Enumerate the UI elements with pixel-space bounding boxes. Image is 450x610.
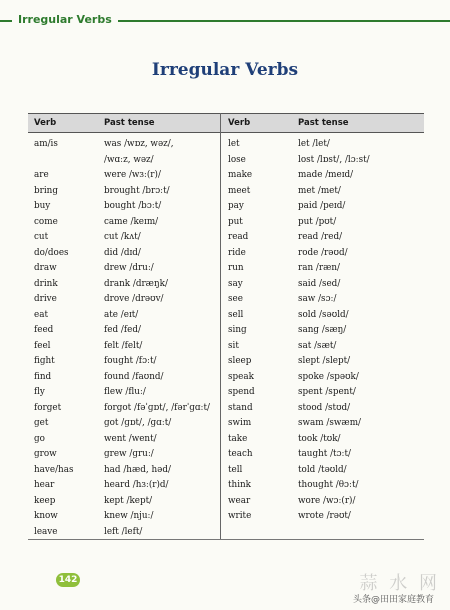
table-row [34, 215, 218, 231]
past-tense-cell: did /dɪd/ [104, 247, 141, 258]
verb-cell: make [228, 170, 253, 180]
left-column [34, 137, 218, 540]
table-row [34, 308, 218, 324]
past-tense-cell: knew /njuː/ [104, 511, 154, 521]
verb-cell: run [228, 263, 244, 273]
column-header-past-right: Past tense [298, 118, 349, 128]
verb-cell: teach [228, 449, 253, 459]
table-row [228, 432, 422, 448]
table-row [34, 432, 218, 448]
past-tense-cell: lost /lɒst/, /lɔːst/ [298, 154, 370, 165]
table-row [34, 385, 218, 401]
verb-cell: let [228, 139, 240, 149]
past-tense-cell: slept /slept/ [298, 356, 351, 366]
past-tense-cell: drank /dræŋk/ [104, 278, 168, 289]
verb-cell: feed [34, 325, 54, 335]
table-row [228, 230, 422, 246]
past-tense-cell: stood /stʊd/ [298, 402, 351, 413]
verb-cell: are [34, 170, 49, 180]
verb-cell: drink [34, 278, 58, 289]
verb-cell: grow [34, 449, 57, 459]
header-tag: Irregular Verbs [12, 11, 118, 28]
verb-cell: come [34, 216, 58, 227]
past-tense-cell: flew /fluː/ [104, 387, 146, 397]
right-column [228, 137, 422, 525]
table-row [34, 447, 218, 463]
past-tense-cell: spent /spent/ [298, 387, 356, 397]
table-row [228, 385, 422, 401]
verb-cell: tell [228, 464, 243, 475]
verb-cell: lose [228, 154, 246, 165]
past-tense-cell: paid /peɪd/ [298, 201, 346, 211]
table-row [34, 261, 218, 277]
past-tense-cell: fed /fed/ [104, 325, 141, 335]
page-title: Irregular Verbs [151, 60, 299, 80]
past-tense-cell: drew /druː/ [104, 263, 154, 273]
table-row [228, 494, 422, 510]
table-row [228, 447, 422, 463]
table-row [34, 339, 218, 355]
table-row [228, 463, 422, 479]
verb-cell: forget [34, 402, 62, 413]
table-row [228, 246, 422, 262]
table-row [228, 215, 422, 231]
past-tense-cell: had /hæd, həd/ [104, 464, 171, 475]
past-tense-cell: told /təʊld/ [298, 464, 347, 475]
verb-cell: put [228, 216, 243, 227]
table-row [34, 401, 218, 417]
past-tense-cell: kept /kept/ [104, 495, 153, 506]
verb-cell: bring [34, 185, 58, 196]
verb-cell: take [228, 433, 248, 444]
past-tense-cell: taught /tɔːt/ [298, 449, 351, 459]
past-tense-cell: wore /wɔː(r)/ [298, 495, 356, 506]
past-tense-cell: felt /felt/ [104, 340, 143, 351]
column-header-verb-right: Verb [228, 118, 251, 128]
verb-cell: read [228, 232, 249, 242]
verb-cell: keep [34, 495, 56, 506]
verb-cell: sell [228, 309, 244, 320]
past-tense-cell: swam /swæm/ [298, 418, 362, 428]
past-tense-cell: put /pʊt/ [298, 216, 337, 227]
table-row [228, 354, 422, 370]
past-tense-cell: heard /hɜː(r)d/ [104, 480, 169, 490]
table-row [228, 261, 422, 277]
table-row [34, 277, 218, 293]
verb-cell: eat [34, 309, 48, 320]
table-row [34, 292, 218, 308]
verb-cell: go [34, 433, 45, 444]
verb-cell: cut [34, 232, 49, 242]
verb-cell: swim [228, 418, 252, 428]
table-row [34, 230, 218, 246]
table-row [34, 525, 218, 541]
table-row [228, 137, 422, 153]
past-tense-cell: got /ɡɒt/, /ɡɑːt/ [104, 418, 172, 428]
past-tense-cell: took /tʊk/ [298, 433, 341, 444]
table-row [228, 292, 422, 308]
verb-cell: wear [228, 495, 251, 506]
verb-cell: spend [228, 387, 255, 397]
verb-cell: sleep [228, 356, 252, 366]
verb-cell: write [228, 511, 252, 521]
verb-cell: ride [228, 247, 246, 258]
past-tense-cell: let /let/ [298, 139, 330, 149]
verb-cell: fly [34, 387, 45, 397]
past-tense-cell: left /left/ [104, 526, 143, 537]
verb-cell: speak [228, 371, 254, 382]
column-divider [220, 113, 221, 539]
past-tense-cell: read /red/ [298, 232, 343, 242]
table-row [34, 199, 218, 215]
table-row [34, 509, 218, 525]
table-row [34, 137, 218, 153]
verb-cell: stand [228, 402, 253, 413]
table-row [228, 308, 422, 324]
table-row [228, 478, 422, 494]
past-tense-cell: found /faʊnd/ [104, 371, 164, 382]
verb-cell: meet [228, 185, 251, 196]
past-tense-cell: sold /səʊld/ [298, 309, 349, 320]
past-tense-cell: wrote /rəʊt/ [298, 511, 351, 521]
past-tense-cell: made /meɪd/ [298, 170, 354, 180]
verb-cell: have/has [34, 464, 74, 475]
table-row [34, 246, 218, 262]
past-tense-cell: came /keɪm/ [104, 216, 159, 227]
table-row [34, 153, 218, 169]
past-tense-cell: was /wɒz, wəz/, [104, 139, 174, 149]
watermark-logo: 蒜 水 网 [359, 573, 440, 594]
past-tense-cell: brought /brɔːt/ [104, 185, 170, 196]
table-row [228, 277, 422, 293]
verb-cell: sit [228, 340, 239, 351]
table-row [34, 416, 218, 432]
past-tense-cell: drove /drəʊv/ [104, 294, 164, 304]
past-tense-cell: ate /eɪt/ [104, 309, 139, 320]
table-row [228, 370, 422, 386]
verb-cell: get [34, 418, 49, 428]
table-row [228, 168, 422, 184]
past-tense-cell: /wɑːz, wəz/ [104, 154, 154, 165]
verb-cell: leave [34, 526, 58, 537]
past-tense-cell: grew /ɡruː/ [104, 449, 154, 459]
verb-cell: think [228, 480, 252, 490]
past-tense-cell: ran /ræn/ [298, 263, 340, 273]
table-row [34, 168, 218, 184]
verb-cell: pay [228, 201, 244, 211]
past-tense-cell: fought /fɔːt/ [104, 356, 157, 366]
verb-cell: buy [34, 201, 51, 211]
past-tense-cell: thought /θɔːt/ [298, 480, 359, 490]
table-row [228, 199, 422, 215]
past-tense-cell: said /sed/ [298, 278, 341, 289]
verb-cell: see [228, 294, 243, 304]
column-header-verb-left: Verb [34, 118, 57, 128]
irregular-verbs-table [28, 113, 424, 540]
verb-cell: say [228, 278, 243, 289]
table-row [228, 153, 422, 169]
past-tense-cell: spoke /spəʊk/ [298, 371, 359, 382]
table-row [228, 184, 422, 200]
table-row [228, 323, 422, 339]
table-row [34, 370, 218, 386]
verb-cell: find [34, 371, 52, 382]
past-tense-cell: went /went/ [104, 433, 157, 444]
past-tense-cell: sang /sæŋ/ [298, 325, 347, 335]
verb-cell: am/is [34, 139, 58, 149]
column-header-past-left: Past tense [104, 118, 155, 128]
past-tense-cell: bought /bɔːt/ [104, 201, 162, 211]
table-row [34, 478, 218, 494]
table-row [228, 339, 422, 355]
past-tense-cell: saw /sɔː/ [298, 294, 337, 304]
verb-cell: know [34, 511, 58, 521]
past-tense-cell: were /wɜː(r)/ [104, 170, 161, 180]
table-row [34, 354, 218, 370]
verb-cell: drive [34, 294, 57, 304]
verb-cell: feel [34, 340, 51, 351]
page-number-badge: 142 [56, 573, 80, 587]
past-tense-cell: forgot /fəˈɡɒt/, /fərˈɡɑːt/ [104, 402, 210, 413]
verb-cell: hear [34, 480, 55, 490]
verb-cell: sing [228, 325, 247, 335]
table-header-row [28, 113, 424, 133]
table-row [34, 184, 218, 200]
past-tense-cell: sat /sæt/ [298, 340, 337, 351]
verb-cell: draw [34, 263, 57, 273]
verb-cell: fight [34, 356, 55, 366]
watermark-credit: 头条@田田家庭教育 [352, 595, 434, 605]
header-band [0, 0, 450, 40]
past-tense-cell: met /met/ [298, 185, 341, 196]
verb-cell: do/does [34, 247, 69, 258]
past-tense-cell: cut /kʌt/ [104, 232, 141, 242]
table-row [34, 494, 218, 510]
table-row [34, 323, 218, 339]
table-row [34, 463, 218, 479]
past-tense-cell: rode /rəʊd/ [298, 247, 348, 258]
table-row [228, 509, 422, 525]
table-row [228, 401, 422, 417]
table-row [228, 416, 422, 432]
